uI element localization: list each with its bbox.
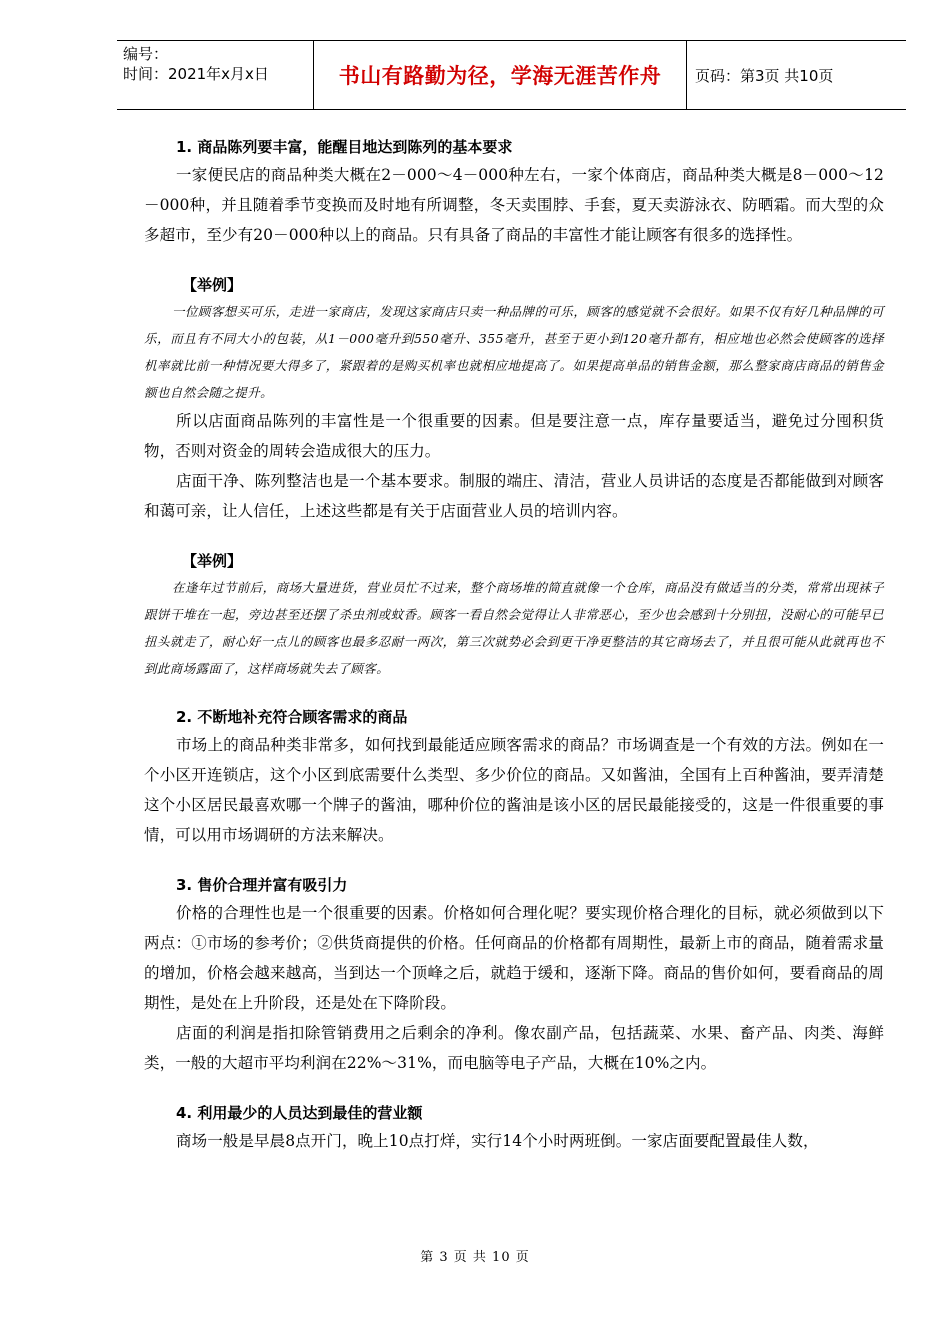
document-header [117, 40, 906, 110]
example-text: 在逢年过节前后，商场大量进货，营业员忙不过来，整个商场堆的简直就像一个仓库，商品没有做适当的分类，常常出现袜子跟饼干堆在一起，旁边甚至还摆了杀虫剂或蚊香。顾客一看自然会觉得让人非常恶心，至少也会感到十分别扭，没耐心的可能早已扭头就走了，耐心好一点儿的顾客也最多忍耐一两次，第三次就势必会到更干净更整洁的其它商场去了，并且很可能从此就再也不到此商场露面了，这样商场就失去了顾客。 [144, 580, 884, 676]
document-body [144, 134, 884, 1156]
section-heading-2: 2. 不断地补充符合顾客需求的商品 [176, 708, 408, 726]
header-motto: 书山有路勤为径，学海无涯苦作舟 [314, 41, 687, 109]
section-heading-3: 3. 售价合理并富有吸引力 [176, 876, 348, 894]
time-label: 时间：2021年x月x日 [123, 65, 269, 83]
paragraph: 一家便民店的商品种类大概在2－000～4－000种左右，一家个体商店，商品种类大概是8－000～12－000种，并且随着季节变换而及时地有所调整，冬天卖围脖、手套，夏天卖游泳衣、防晒霜。而大型的众多超市，至少有20－000种以上的商品。只有具备了商品的丰富性才能让顾客有很多的选择性。 [144, 166, 884, 244]
paragraph: 所以店面商品陈列的丰富性是一个很重要的因素。但是要注意一点，库存量要适当，避免过分囤积货物，否则对资金的周转会造成很大的压力。 [144, 412, 884, 460]
paragraph: 市场上的商品种类非常多，如何找到最能适应顾客需求的商品？市场调查是一个有效的方法。例如在一个小区开连锁店，这个小区到底需要什么类型、多少价位的商品。又如酱油，全国有上百种酱油，要弄清楚这个小区居民最喜欢哪一个牌子的酱油，哪种价位的酱油是该小区的居民最能接受的，这是一件很重要的事情，可以用市场调研的方法来解决。 [144, 736, 884, 844]
paragraph: 店面干净、陈列整洁也是一个基本要求。制服的端庄、清洁，营业人员讲话的态度是否都能做到对顾客和蔼可亲，让人信任，上述这些都是有关于店面营业人员的培训内容。 [144, 472, 884, 520]
paragraph: 商场一般是早晨8点开门，晚上10点打烊，实行14个小时两班倒。一家店面要配置最佳人数， [176, 1132, 819, 1150]
section-heading-1: 1. 商品陈列要丰富，能醒目地达到陈列的基本要求 [176, 138, 513, 156]
page-footer: 第 3 页 共 10 页 [420, 1250, 530, 1265]
example-text: 一位顾客想买可乐，走进一家商店，发现这家商店只卖一种品牌的可乐，顾客的感觉就不会很好。如果不仅有好几种品牌的可乐，而且有不同大小的包装，从1－000毫升到550毫升、355毫升，甚至于更小到120毫升都有，相应地也必然会使顾客的选择机率就比前一种情况要大得多了，紧跟着的是购买机率也就相应地提高了。如果提高单品的销售金额，那么整家商店商品的销售金额也自然会随之提升。 [144, 304, 884, 400]
section-heading-4: 4. 利用最少的人员达到最佳的营业额 [176, 1104, 423, 1122]
header-page-info: 页码：第3页 共10页 [695, 66, 834, 85]
header-meta [117, 41, 314, 109]
number-label: 编号： [123, 45, 169, 63]
example-label: 【举例】 [182, 552, 243, 570]
example-label: 【举例】 [182, 276, 243, 294]
paragraph: 价格的合理性也是一个很重要的因素。价格如何合理化呢？要实现价格合理化的目标，就必须做到以下两点：①市场的参考价；②供货商提供的价格。任何商品的价格都有周期性，最新上市的商品，随着需求量的增加，价格会越来越高，当到达一个顶峰之后，就趋于缓和，逐渐下降。商品的售价如何，要看商品的周期性，是处在上升阶段，还是处在下降阶段。 [144, 904, 884, 1012]
paragraph: 店面的利润是指扣除管销费用之后剩余的净利。像农副产品，包括蔬菜、水果、畜产品、肉类、海鲜类，一般的大超市平均利润在22%～31%，而电脑等电子产品，大概在10%之内。 [144, 1024, 884, 1072]
